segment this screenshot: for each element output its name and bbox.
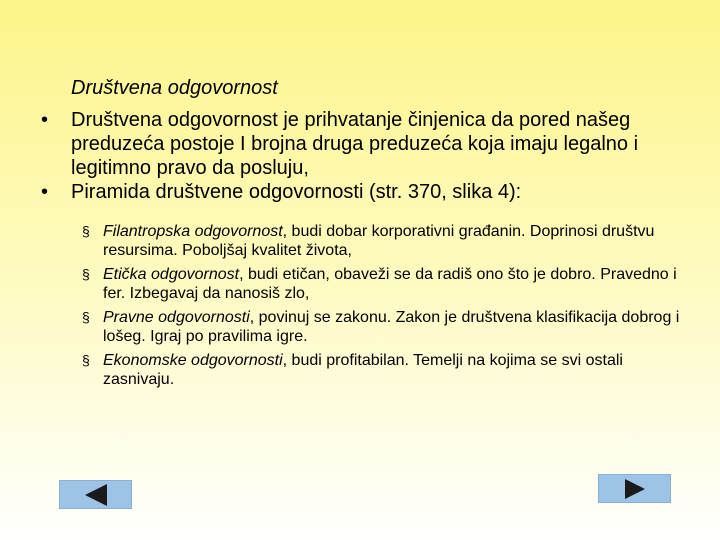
sub-bullet-text: , budi etičan, obaveži se da radiš ono što je dobro. Pravedno i fer. Izbegavaj da nanosiš zlo, <box>103 266 677 302</box>
bullet-list <box>42 108 682 204</box>
sub-bullet-term: Pravne odgovornosti <box>103 309 250 326</box>
triangle-right-icon <box>625 479 645 499</box>
sub-bullet-term: Ekonomske odgovornosti <box>103 352 283 369</box>
previous-slide-button[interactable] <box>59 480 132 509</box>
sub-bullet-item <box>82 308 682 346</box>
bullet-item: • Piramida društvene odgovornosti (str. 370, slika 4): <box>42 180 682 204</box>
bullet-item: • Društvena odgovornost je prihvatanje činjenica da pored našeg preduzeća postoje I brojna druga preduzeća koja imaju legalno i legitimno pravo da posluju, <box>42 108 682 180</box>
sub-bullet-term: Etička odgovornost <box>103 266 240 283</box>
sub-bullet-item <box>82 265 682 303</box>
sub-bullet-text: , budi profitabilan. Temelji na kojima se svi ostali zasnivaju. <box>103 352 623 388</box>
sub-bullet-item <box>82 351 682 389</box>
triangle-left-icon <box>85 484 107 506</box>
sub-bullet-list <box>82 222 682 394</box>
sub-bullet-text: , povinuj se zakonu. Zakon je društvena klasifikacija dobrog i lošeg. Igraj po pravilima igre. <box>103 309 680 345</box>
sub-bullet-term: Filantropska odgovornost <box>103 223 283 240</box>
sub-bullet-item <box>82 222 682 260</box>
slide-title: Društvena odgovornost <box>71 77 278 99</box>
sub-bullet-text: , budi dobar korporativni građanin. Doprinosi društvu resursima. Poboljšaj kvalitet života, <box>103 223 655 259</box>
next-slide-button[interactable] <box>598 474 671 503</box>
